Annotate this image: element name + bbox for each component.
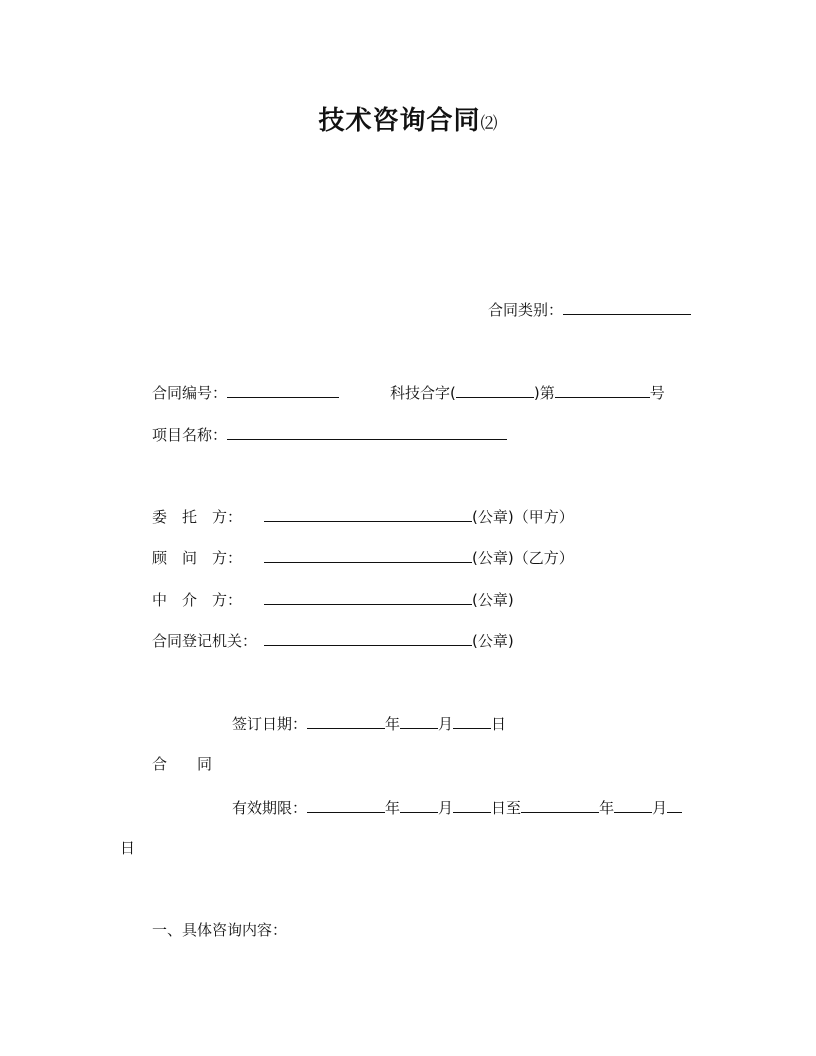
title-main: 技术咨询合同: [318, 106, 481, 136]
page-title: [0, 100, 816, 137]
party-seal: (公章): [472, 632, 514, 650]
party-seal: (公章): [472, 508, 514, 526]
sign-day-label: 日: [491, 715, 507, 733]
party-label: 合同登记机关：: [152, 632, 258, 650]
sign-date-label: 签订日期：: [232, 715, 308, 733]
validity-day-to-label: 日至: [491, 799, 522, 817]
contract-type-line: [488, 298, 691, 320]
party-label: 委 托 方：: [152, 508, 243, 526]
reg-code-blank[interactable]: [456, 381, 534, 398]
party-blank[interactable]: [264, 588, 472, 605]
contract-type-label: 合同类别：: [488, 301, 564, 319]
contract-number-label: 合同编号：: [152, 384, 228, 402]
registration-number-line: [390, 381, 665, 403]
party-seal: (公章): [472, 549, 514, 567]
validity-line: [232, 796, 682, 818]
party-blank[interactable]: [264, 505, 472, 522]
sign-date-line: [232, 712, 506, 734]
sign-month-label: 月: [438, 715, 454, 733]
validity-day2-blank[interactable]: [667, 796, 682, 813]
project-name-blank[interactable]: [227, 423, 507, 440]
validity-day2-label: 日: [120, 839, 136, 857]
party-label: 中 介 方：: [152, 591, 243, 609]
validity-month-blank[interactable]: [400, 796, 438, 813]
party-row: [152, 629, 514, 651]
reg-prefix: 科技合字(: [390, 384, 456, 402]
validity-year-blank[interactable]: [307, 796, 385, 813]
validity-prefix: 合 同: [152, 755, 213, 773]
party-seal: (公章): [472, 591, 514, 609]
validity-month-label: 月: [438, 799, 454, 817]
sign-year-label: 年: [385, 715, 401, 733]
sign-year-blank[interactable]: [307, 712, 385, 729]
sign-day-blank[interactable]: [453, 712, 491, 729]
reg-mid: )第: [533, 384, 555, 402]
validity-month2-blank[interactable]: [614, 796, 652, 813]
contract-number-blank[interactable]: [227, 381, 339, 398]
section-1-heading: 一、具体咨询内容：: [152, 921, 288, 939]
party-blank[interactable]: [264, 546, 472, 563]
contract-number-line: [152, 381, 339, 403]
party-row: [152, 505, 574, 527]
party-label: 顾 问 方：: [152, 549, 243, 567]
validity-year2-label: 年: [599, 799, 615, 817]
contract-type-blank[interactable]: [563, 298, 691, 315]
title-suffix: ⑵: [480, 114, 498, 134]
project-name-label: 项目名称：: [152, 426, 228, 444]
reg-suffix: 号: [649, 384, 665, 402]
party-blank[interactable]: [264, 629, 472, 646]
validity-year-label: 年: [385, 799, 401, 817]
party-role: （甲方）: [513, 508, 574, 526]
validity-label: 有效期限：: [232, 799, 308, 817]
reg-number-blank[interactable]: [555, 381, 650, 398]
validity-month2-label: 月: [652, 799, 668, 817]
party-row: [152, 588, 514, 610]
validity-year2-blank[interactable]: [521, 796, 599, 813]
project-name-line: [152, 423, 507, 445]
validity-day-blank[interactable]: [453, 796, 491, 813]
sign-month-blank[interactable]: [400, 712, 438, 729]
party-row: [152, 546, 574, 568]
party-role: （乙方）: [513, 549, 574, 567]
